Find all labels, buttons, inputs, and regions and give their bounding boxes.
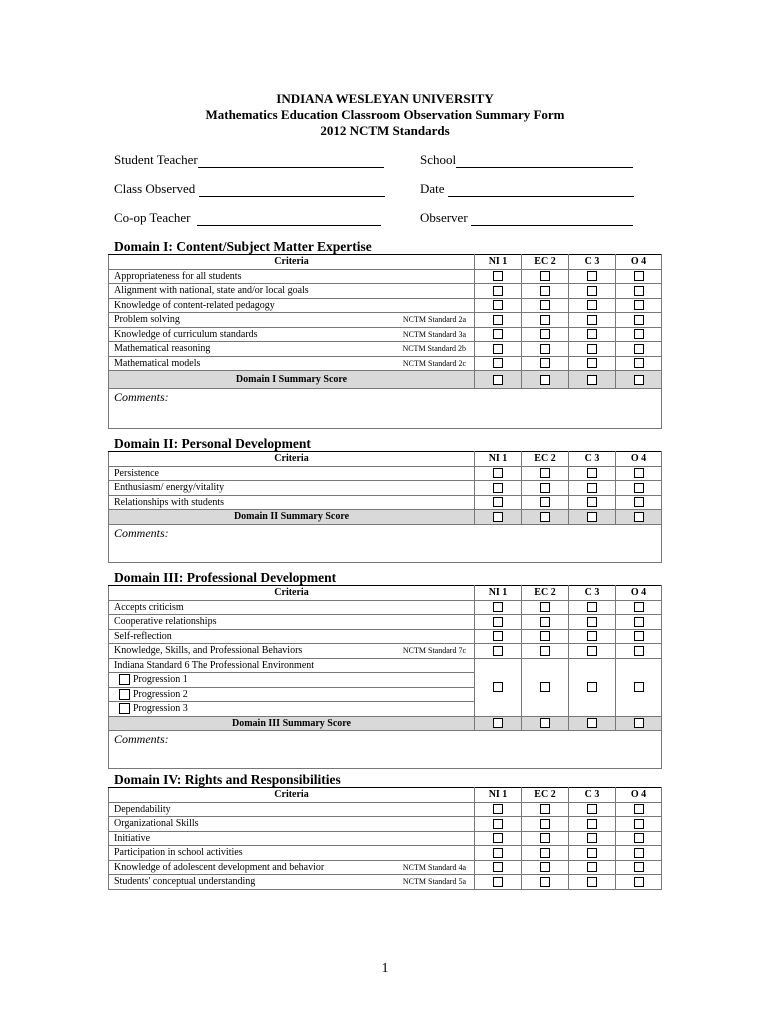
ni-checkbox[interactable] (493, 718, 503, 728)
table-row (109, 342, 662, 357)
domain4-table (108, 787, 662, 890)
ec-checkbox[interactable] (540, 848, 550, 858)
standard-label (371, 269, 475, 284)
criteria-label: Knowledge of curriculum standards (109, 327, 371, 342)
ec-checkbox[interactable] (540, 631, 550, 641)
ec-checkbox[interactable] (540, 804, 550, 814)
c-checkbox[interactable] (587, 483, 597, 493)
o-checkbox[interactable] (634, 602, 644, 612)
ni-header: NI 1 (475, 452, 522, 467)
ec-checkbox[interactable] (540, 358, 550, 368)
class-observed-field[interactable] (114, 181, 385, 197)
ec-checkbox[interactable] (540, 329, 550, 339)
table-row (109, 356, 662, 371)
table-row (109, 644, 662, 659)
university-name: INDIANA WESLEYAN UNIVERSITY (276, 91, 494, 106)
ni-header: NI 1 (475, 788, 522, 803)
c-checkbox[interactable] (587, 646, 597, 656)
criteria-label: Cooperative relationships (109, 615, 371, 630)
standard-label: NCTM Standard 7c (371, 644, 475, 659)
o-checkbox[interactable] (634, 358, 644, 368)
ni-checkbox[interactable] (493, 682, 503, 692)
ni-checkbox[interactable] (493, 877, 503, 887)
criteria-label: Appropriateness for all students (109, 269, 371, 284)
table-row (109, 284, 662, 299)
criteria-label: Enthusiasm/ energy/vitality (109, 481, 475, 496)
ni-checkbox[interactable] (493, 497, 503, 507)
table-row (109, 481, 662, 496)
table-row (109, 615, 662, 630)
ni-checkbox[interactable] (493, 602, 503, 612)
standard-label (371, 846, 475, 861)
ec-checkbox[interactable] (540, 286, 550, 296)
c-checkbox[interactable] (587, 286, 597, 296)
table-row (109, 327, 662, 342)
ec-checkbox[interactable] (540, 682, 550, 692)
o-checkbox[interactable] (634, 833, 644, 843)
comments-row[interactable] (109, 731, 662, 769)
ec-checkbox[interactable] (540, 833, 550, 843)
domain1-title: Domain I: Content/Subject Matter Expertise (114, 239, 372, 254)
domain1-header-row (109, 255, 662, 270)
progression-label: Progression 1 (133, 674, 188, 685)
coop-teacher-field[interactable] (114, 210, 381, 226)
o-checkbox[interactable] (634, 819, 644, 829)
ni-checkbox[interactable] (493, 271, 503, 281)
ec-checkbox[interactable] (540, 483, 550, 493)
school-field[interactable] (420, 152, 633, 168)
standard-label: NCTM Standard 2b (371, 342, 475, 357)
observer-line[interactable] (471, 212, 633, 226)
criteria-label: Participation in school activities (109, 846, 371, 861)
o-checkbox[interactable] (634, 646, 644, 656)
table-row (109, 802, 662, 817)
table-row (109, 313, 662, 328)
c-checkbox[interactable] (587, 344, 597, 354)
c-checkbox[interactable] (587, 315, 597, 325)
ec-checkbox[interactable] (540, 819, 550, 829)
summary-label: Domain II Summary Score (109, 510, 475, 525)
ni-header: NI 1 (475, 255, 522, 270)
student-teacher-line[interactable] (198, 154, 384, 168)
criteria-label: Problem solving (109, 313, 371, 328)
ni-checkbox[interactable] (493, 848, 503, 858)
form-header (0, 91, 770, 139)
form-title: Mathematics Education Classroom Observation Summary Form (205, 107, 565, 122)
criteria-label: Organizational Skills (109, 817, 371, 832)
ec-checkbox[interactable] (540, 497, 550, 507)
c-checkbox[interactable] (587, 819, 597, 829)
progression-item[interactable] (109, 673, 474, 687)
c-checkbox[interactable] (587, 358, 597, 368)
o-checkbox[interactable] (634, 271, 644, 281)
ec-checkbox[interactable] (540, 646, 550, 656)
o-header: O 4 (616, 255, 662, 270)
ni-checkbox[interactable] (493, 631, 503, 641)
comments-row[interactable] (109, 524, 662, 562)
standard-label (371, 600, 475, 615)
criteria-header: Criteria (109, 586, 475, 601)
c-header: C 3 (569, 586, 616, 601)
c-checkbox[interactable] (587, 682, 597, 692)
ni-checkbox[interactable] (493, 358, 503, 368)
c-checkbox[interactable] (587, 329, 597, 339)
progression-item[interactable] (109, 701, 474, 716)
ni-checkbox[interactable] (493, 862, 503, 872)
ni-header: NI 1 (475, 586, 522, 601)
indiana-standard-cell (109, 658, 475, 716)
ec-checkbox[interactable] (540, 602, 550, 612)
student-teacher-field[interactable] (114, 152, 384, 168)
c-checkbox[interactable] (587, 862, 597, 872)
c-checkbox[interactable] (587, 804, 597, 814)
ni-checkbox[interactable] (493, 617, 503, 627)
ec-checkbox[interactable] (540, 271, 550, 281)
standard-label: NCTM Standard 5a (371, 875, 475, 890)
ec-header: EC 2 (522, 586, 569, 601)
table-row (109, 860, 662, 875)
table-row (109, 817, 662, 832)
criteria-header: Criteria (109, 255, 475, 270)
progression-checkbox[interactable] (119, 674, 130, 685)
o-checkbox[interactable] (634, 617, 644, 627)
ec-header: EC 2 (522, 255, 569, 270)
coop-teacher-label: Co-op Teacher (114, 210, 191, 225)
criteria-label: Dependability (109, 802, 371, 817)
page-number: 1 (381, 961, 389, 976)
standard-label (371, 298, 475, 313)
summary-row (109, 510, 662, 525)
o-checkbox[interactable] (634, 682, 644, 692)
ec-checkbox[interactable] (540, 877, 550, 887)
o-checkbox[interactable] (634, 862, 644, 872)
standard-label (371, 284, 475, 299)
standard-label (371, 802, 475, 817)
c-checkbox[interactable] (587, 375, 597, 385)
ni-checkbox[interactable] (493, 512, 503, 522)
indiana-standard-label: Indiana Standard 6 The Professional Environment (114, 659, 315, 671)
ni-checkbox[interactable] (493, 315, 503, 325)
o-header: O 4 (616, 788, 662, 803)
progression-item[interactable] (109, 687, 474, 702)
o-checkbox[interactable] (634, 497, 644, 507)
criteria-label: Initiative (109, 831, 371, 846)
ni-checkbox[interactable] (493, 833, 503, 843)
domain3-title: Domain III: Professional Development (114, 570, 337, 585)
domain3-header-row (109, 586, 662, 601)
ec-header: EC 2 (522, 452, 569, 467)
ni-checkbox[interactable] (493, 375, 503, 385)
ec-checkbox[interactable] (540, 512, 550, 522)
ni-checkbox[interactable] (493, 819, 503, 829)
observer-field[interactable] (420, 210, 633, 226)
summary-row (109, 371, 662, 389)
standard-label (371, 629, 475, 644)
ec-checkbox[interactable] (540, 468, 550, 478)
ni-checkbox[interactable] (493, 344, 503, 354)
domain4-title: Domain IV: Rights and Responsibilities (114, 772, 341, 787)
criteria-label: Accepts criticism (109, 600, 371, 615)
criteria-label: Knowledge of adolescent development and behavior (109, 860, 371, 875)
comments-label[interactable]: Comments: (109, 524, 662, 562)
standard-label: NCTM Standard 4a (371, 860, 475, 875)
table-row (109, 875, 662, 890)
student-teacher-label: Student Teacher (114, 152, 198, 167)
criteria-label: Students' conceptual understanding (109, 875, 371, 890)
o-header: O 4 (616, 586, 662, 601)
table-row (109, 466, 662, 481)
o-checkbox[interactable] (634, 631, 644, 641)
progression-label: Progression 3 (133, 703, 188, 714)
table-row (109, 846, 662, 861)
criteria-label: Alignment with national, state and/or local goals (109, 284, 371, 299)
c-checkbox[interactable] (587, 617, 597, 627)
ec-checkbox[interactable] (540, 718, 550, 728)
o-checkbox[interactable] (634, 286, 644, 296)
c-checkbox[interactable] (587, 512, 597, 522)
ni-checkbox[interactable] (493, 286, 503, 296)
c-checkbox[interactable] (587, 833, 597, 843)
form-subtitle: 2012 NCTM Standards (320, 123, 450, 138)
o-checkbox[interactable] (634, 512, 644, 522)
c-checkbox[interactable] (587, 497, 597, 507)
ni-checkbox[interactable] (493, 300, 503, 310)
c-header: C 3 (569, 255, 616, 270)
table-row (109, 629, 662, 644)
o-checkbox[interactable] (634, 468, 644, 478)
domain2-header-row (109, 452, 662, 467)
date-label: Date (420, 181, 445, 196)
c-checkbox[interactable] (587, 300, 597, 310)
summary-label: Domain I Summary Score (109, 371, 475, 389)
comments-row[interactable] (109, 389, 662, 429)
o-header: O 4 (616, 452, 662, 467)
o-checkbox[interactable] (634, 329, 644, 339)
c-checkbox[interactable] (587, 718, 597, 728)
criteria-label: Knowledge of content-related pedagogy (109, 298, 371, 313)
ec-checkbox[interactable] (540, 862, 550, 872)
table-row (109, 298, 662, 313)
progression-checkbox[interactable] (119, 689, 130, 700)
criteria-label: Mathematical reasoning (109, 342, 371, 357)
domain2-title: Domain II: Personal Development (114, 436, 311, 451)
domain1-table (108, 254, 662, 429)
o-checkbox[interactable] (634, 877, 644, 887)
standard-label (371, 817, 475, 832)
observer-label: Observer (420, 210, 468, 225)
criteria-header: Criteria (109, 452, 475, 467)
standard-label (371, 615, 475, 630)
c-checkbox[interactable] (587, 602, 597, 612)
ni-checkbox[interactable] (493, 468, 503, 478)
c-checkbox[interactable] (587, 877, 597, 887)
standard-label: NCTM Standard 3a (371, 327, 475, 342)
o-checkbox[interactable] (634, 344, 644, 354)
domain3-table (108, 585, 662, 769)
o-checkbox[interactable] (634, 375, 644, 385)
indiana-standard-row (109, 658, 662, 716)
coop-teacher-line[interactable] (197, 212, 381, 226)
ec-checkbox[interactable] (540, 617, 550, 627)
c-checkbox[interactable] (587, 468, 597, 478)
class-observed-line[interactable] (199, 183, 385, 197)
criteria-header: Criteria (109, 788, 475, 803)
comments-label[interactable]: Comments: (109, 731, 662, 769)
criteria-label: Knowledge, Skills, and Professional Behaviors (109, 644, 371, 659)
ni-checkbox[interactable] (493, 804, 503, 814)
progression-checkbox[interactable] (119, 703, 130, 714)
ni-checkbox[interactable] (493, 483, 503, 493)
ec-checkbox[interactable] (540, 315, 550, 325)
criteria-label: Self-reflection (109, 629, 371, 644)
class-observed-label: Class Observed (114, 181, 196, 196)
domain4-header-row (109, 788, 662, 803)
table-row (109, 495, 662, 510)
school-label: School (420, 152, 457, 167)
ec-checkbox[interactable] (540, 300, 550, 310)
standard-label (371, 831, 475, 846)
o-checkbox[interactable] (634, 315, 644, 325)
date-field[interactable] (420, 181, 634, 197)
table-row (109, 831, 662, 846)
ec-checkbox[interactable] (540, 344, 550, 354)
o-checkbox[interactable] (634, 848, 644, 858)
criteria-label: Mathematical models (109, 356, 371, 371)
progression-list (109, 672, 474, 716)
c-header: C 3 (569, 452, 616, 467)
progression-label: Progression 2 (133, 688, 188, 700)
o-checkbox[interactable] (634, 300, 644, 310)
ec-header: EC 2 (522, 788, 569, 803)
o-checkbox[interactable] (634, 804, 644, 814)
c-checkbox[interactable] (587, 271, 597, 281)
c-checkbox[interactable] (587, 848, 597, 858)
date-line[interactable] (448, 183, 634, 197)
domain2-table (108, 451, 662, 563)
comments-label[interactable]: Comments: (109, 389, 662, 429)
c-checkbox[interactable] (587, 631, 597, 641)
ec-checkbox[interactable] (540, 375, 550, 385)
c-header: C 3 (569, 788, 616, 803)
o-checkbox[interactable] (634, 483, 644, 493)
table-row (109, 600, 662, 615)
o-checkbox[interactable] (634, 718, 644, 728)
ni-checkbox[interactable] (493, 646, 503, 656)
summary-row (109, 716, 662, 731)
criteria-label: Relationships with students (109, 495, 475, 510)
standard-label: NCTM Standard 2a (371, 313, 475, 328)
summary-label: Domain III Summary Score (109, 716, 475, 731)
criteria-label: Persistence (109, 466, 475, 481)
table-row (109, 269, 662, 284)
standard-label: NCTM Standard 2c (371, 356, 475, 371)
ni-checkbox[interactable] (493, 329, 503, 339)
school-line[interactable] (456, 154, 633, 168)
